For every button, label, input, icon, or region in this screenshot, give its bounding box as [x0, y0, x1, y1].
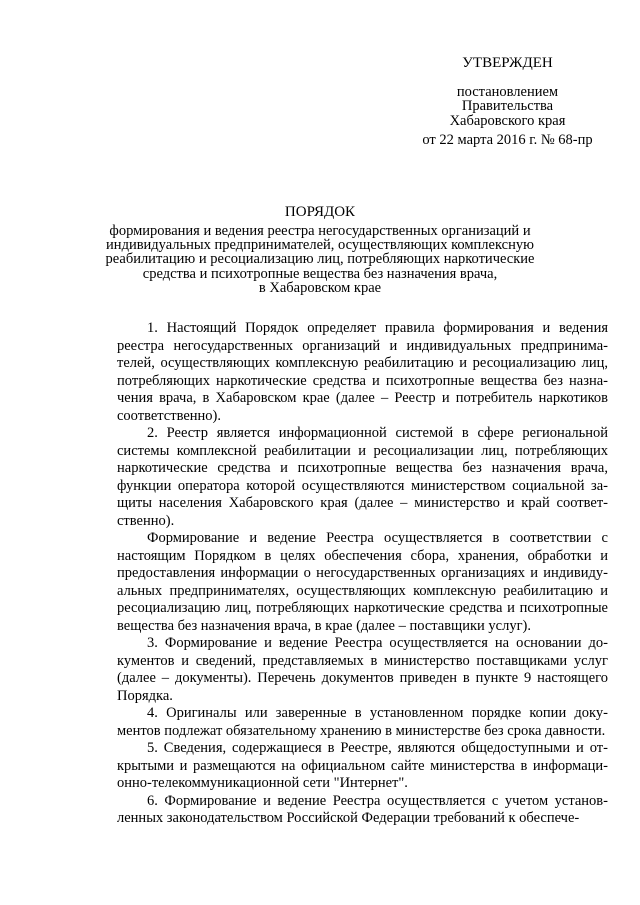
document-subtitle-line: средства и психотропные вещества без назначения врача, [142, 265, 498, 282]
paragraph-5: 5. Сведения, содержащиеся в Реестре, являются общедоступными и открытыми и размещаются на официальном сайте министерства в информационно-телекоммуникационной сети "Интернет". [117, 740, 608, 791]
document-title-block [100, 205, 540, 295]
document-subtitle-line: индивидуальных предпринимателей, осуществляющих комплексную [106, 237, 534, 254]
paragraph-4: 4. Оригиналы или заверенные в установленном порядке копии документов подлежат обязательному хранению в министерстве без срока давности. [117, 705, 608, 739]
document-body [117, 320, 608, 828]
approval-line: Хабаровского края [449, 112, 566, 129]
approval-heading: УТВЕРЖДЕН [462, 55, 553, 71]
document-title: ПОРЯДОК [284, 204, 356, 220]
paragraph-2-continued: Формирование и ведение Реестра осуществляется в соответствии с настоящим Порядком в целях обеспечения сбора, хранения, обработки и предоставления информации о негосударственных организациях и индивидуальных предпринимателях, осуществляющих комплексную реабилитацию и ресоциализацию лиц, потребляющих наркотические средства и психотропные вещества без назначения врача, в крае (далее – поставщики услуг). [117, 530, 608, 634]
paragraph-3: 3. Формирование и ведение Реестра осуществляется на основании документов и сведений, представляемых в министерство поставщиками услуг (далее – документы). Перечень документов приведен в пункте 9 настоящего Порядка. [117, 635, 608, 704]
paragraph-2: 2. Реестр является информационной системой в сфере региональной системы комплексной реабилитации и ресоциализации лиц, потребляющих наркотические средства и психотропные вещества без назначения врача, функции оператора которой осуществляются министерством социальной защиты населения Хабаровского края (далее – министерство и край соответственно). [117, 425, 608, 529]
paragraph-1: 1. Настоящий Порядок определяет правила формирования и ведения реестра негосударственных организаций и индивидуальных предпринимателей, осуществляющих комплексную реабилитацию и ресоциализацию лиц, потребляющих наркотические средства и психотропные вещества без назначения врача, в Хабаровском крае (далее – Реестр и потребитель наркотиков соответственно). [117, 320, 608, 424]
approval-date: от 22 марта 2016 г. № 68-пр [422, 132, 593, 148]
approval-line: Правительства [461, 98, 554, 114]
document-subtitle-line: формирования и ведения реестра негосударственных организаций и [109, 223, 531, 239]
document-subtitle-line: реабилитацию и ресоциализацию лиц, потребляющих наркотические [105, 251, 535, 268]
approval-line: постановлением [456, 83, 559, 100]
document-subtitle-line: в Хабаровском крае [258, 279, 382, 296]
approval-stamp [395, 56, 620, 148]
paragraph-6: 6. Формирование и ведение Реестра осуществляется с учетом установленных законодательством Российской Федерации требований к обеспече- [117, 792, 608, 826]
